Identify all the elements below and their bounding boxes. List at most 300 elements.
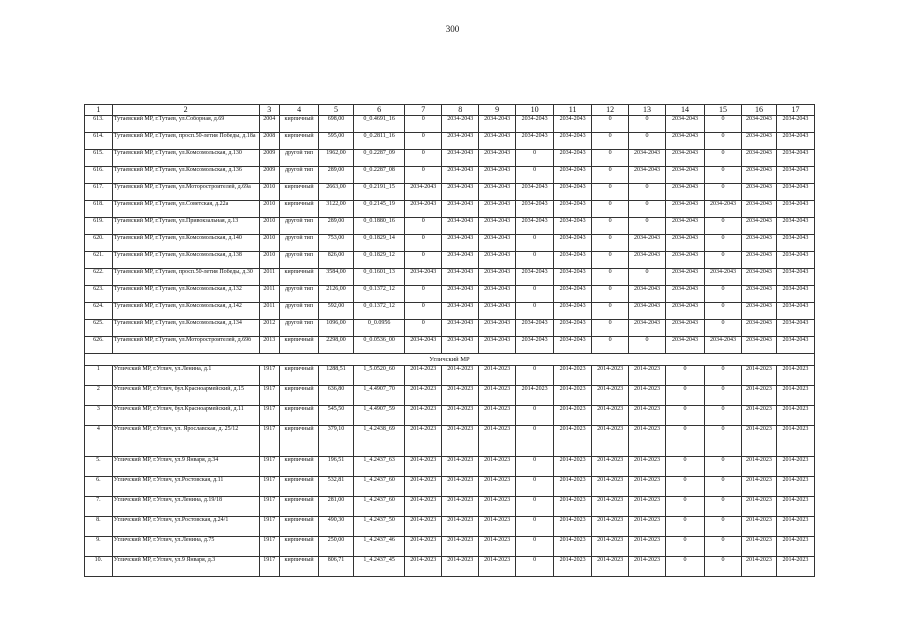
table-cell: кирпичный <box>280 184 319 201</box>
table-cell: 2034-2043 <box>741 286 776 303</box>
table-cell: 0 <box>666 517 705 537</box>
table-cell: 626. <box>85 337 113 354</box>
table-cell: 1288,51 <box>319 366 354 386</box>
table-cell: 2010 <box>259 235 280 252</box>
table-cell: 2034-2043 <box>776 167 814 184</box>
table-cell: 2034-2043 <box>442 269 479 286</box>
table-cell: Угличский МР, г.Углич, ул.Ростовская, д.11 <box>112 477 259 497</box>
column-header: 5 <box>319 105 354 116</box>
table-cell: 0_0.1829_12 <box>353 252 404 269</box>
table-cell: 2009 <box>259 167 280 184</box>
table-cell: 2014-2023 <box>516 386 554 406</box>
table-row <box>85 286 815 303</box>
table-row <box>85 235 815 252</box>
table-cell: 2034-2043 <box>479 337 516 354</box>
table-cell: 2034-2043 <box>405 337 442 354</box>
table-cell: 617. <box>85 184 113 201</box>
table-cell: другой тип <box>280 303 319 320</box>
table-cell: 3 <box>85 406 113 426</box>
table-cell: 2014-2023 <box>592 366 629 386</box>
table-cell: 0 <box>405 320 442 337</box>
table-cell: 0_0.2191_15 <box>353 184 404 201</box>
table-cell: 1917 <box>259 406 280 426</box>
table-cell: 618. <box>85 201 113 218</box>
table-cell: другой тип <box>280 252 319 269</box>
table-cell: 2034-2043 <box>554 252 592 269</box>
table-cell: 2034-2043 <box>629 235 666 252</box>
table-cell: 616. <box>85 167 113 184</box>
table-cell: 2034-2043 <box>516 269 554 286</box>
table-cell: 2014-2023 <box>741 366 776 386</box>
table-cell: 2034-2043 <box>479 150 516 167</box>
table-cell: 1917 <box>259 457 280 477</box>
table-cell: 0 <box>516 286 554 303</box>
table-cell: 2034-2043 <box>442 167 479 184</box>
table-cell: 2034-2043 <box>705 201 742 218</box>
column-header: 4 <box>280 105 319 116</box>
table-cell: 0 <box>705 150 742 167</box>
table-cell: 2014-2023 <box>741 406 776 426</box>
table-cell: 2126,00 <box>319 286 354 303</box>
table-cell: 0 <box>405 303 442 320</box>
table-cell: 1917 <box>259 366 280 386</box>
table-cell: 2014-2023 <box>741 497 776 517</box>
table-cell: 2014-2023 <box>479 517 516 537</box>
table-cell: 2034-2043 <box>554 337 592 354</box>
table-row <box>85 252 815 269</box>
table-cell: 0 <box>405 235 442 252</box>
column-header: 3 <box>259 105 280 116</box>
table-cell: 1_4.2437_60 <box>353 497 404 517</box>
table-cell: 614. <box>85 133 113 150</box>
table-cell: кирпичный <box>280 477 319 497</box>
table-cell: 1_4.4907_70 <box>353 386 404 406</box>
table-cell: 0 <box>666 406 705 426</box>
table-cell: другой тип <box>280 235 319 252</box>
table-cell: 0 <box>629 133 666 150</box>
table-row <box>85 320 815 337</box>
table-cell: 1_4.2438_69 <box>353 426 404 457</box>
table-row <box>85 303 815 320</box>
table-cell: Угличский МР, г.Углич, ул.9 Января, д.3 <box>112 557 259 577</box>
table-cell: кирпичный <box>280 457 319 477</box>
table-cell: 2014-2023 <box>405 426 442 457</box>
table-row <box>85 150 815 167</box>
table-cell: 2014-2023 <box>776 366 814 386</box>
table-cell: 2014-2023 <box>479 537 516 557</box>
table-cell: 0 <box>705 218 742 235</box>
table-cell: 0 <box>705 557 742 577</box>
table-cell: 2034-2043 <box>741 116 776 133</box>
table-cell: 0 <box>629 269 666 286</box>
table-cell: Тутаевский МР, г.Тутаев, ул.Комсомольская, д.140 <box>112 235 259 252</box>
column-header: 13 <box>629 105 666 116</box>
table-cell: 2013 <box>259 337 280 354</box>
table-cell: 2012 <box>259 320 280 337</box>
table-cell: 806,71 <box>319 557 354 577</box>
table-row <box>85 517 815 537</box>
table-cell: 1917 <box>259 386 280 406</box>
table-cell: 2014-2023 <box>592 557 629 577</box>
table-cell: 0 <box>705 477 742 497</box>
table-row <box>85 477 815 497</box>
table-cell: 2014-2023 <box>592 517 629 537</box>
table-cell: 0 <box>666 497 705 517</box>
table-cell: 2014-2023 <box>479 386 516 406</box>
table-cell: 0 <box>666 366 705 386</box>
table-cell: 1_4.2437_60 <box>353 477 404 497</box>
table-cell: кирпичный <box>280 337 319 354</box>
table-cell: 2014-2023 <box>776 406 814 426</box>
table-cell: 2014-2023 <box>442 537 479 557</box>
table-cell: 2034-2043 <box>405 201 442 218</box>
table-cell: 2014-2023 <box>741 426 776 457</box>
table-cell: кирпичный <box>280 366 319 386</box>
table-cell: 0 <box>405 167 442 184</box>
table-cell: 0 <box>592 303 629 320</box>
table-cell: 490,30 <box>319 517 354 537</box>
table-cell: 0 <box>705 386 742 406</box>
table-cell: 2014-2023 <box>776 517 814 537</box>
table-cell: 2034-2043 <box>666 252 705 269</box>
table-cell: Угличский МР, г.Углич, ул.Ленина, д.19/18 <box>112 497 259 517</box>
table-cell: 2034-2043 <box>516 337 554 354</box>
table-cell: 2034-2043 <box>554 235 592 252</box>
table-cell: 0 <box>516 406 554 426</box>
table-cell: 753,00 <box>319 235 354 252</box>
table-cell: 2034-2043 <box>666 235 705 252</box>
table-cell: 2034-2043 <box>629 320 666 337</box>
table-cell: 2034-2043 <box>741 303 776 320</box>
table-cell: 1962,00 <box>319 150 354 167</box>
table-cell: 2034-2043 <box>741 235 776 252</box>
table-cell: 2034-2043 <box>776 337 814 354</box>
table-cell: 2014-2023 <box>629 557 666 577</box>
table-cell: 2014-2023 <box>592 477 629 497</box>
table-cell: 4 <box>85 426 113 457</box>
table-cell: 379,10 <box>319 426 354 457</box>
table-cell: 2034-2043 <box>479 269 516 286</box>
table-cell: 0 <box>705 366 742 386</box>
table-cell: 2034-2043 <box>479 286 516 303</box>
table-cell: 289,00 <box>319 167 354 184</box>
table-cell: 2014-2023 <box>592 457 629 477</box>
table-cell: 2034-2043 <box>442 320 479 337</box>
table-cell: 2014-2023 <box>405 517 442 537</box>
table-cell: кирпичный <box>280 386 319 406</box>
column-header: 2 <box>112 105 259 116</box>
table-cell: 2034-2043 <box>442 184 479 201</box>
table-cell: 2034-2043 <box>776 252 814 269</box>
table-cell: Угличский МР, г.Углич, ул.Ленина, д.1 <box>112 366 259 386</box>
table-cell: 2034-2043 <box>741 150 776 167</box>
table-cell: 0 <box>666 386 705 406</box>
table-cell: 2014-2023 <box>479 406 516 426</box>
table-cell: 0 <box>629 337 666 354</box>
table-cell: 6. <box>85 477 113 497</box>
table-row <box>85 457 815 477</box>
table-cell: 2034-2043 <box>405 184 442 201</box>
table-cell: 2034-2043 <box>741 201 776 218</box>
table-cell: 0 <box>516 517 554 537</box>
table-cell: 2034-2043 <box>776 184 814 201</box>
table-cell: 2034-2043 <box>479 252 516 269</box>
table-cell: 1_4.2437_46 <box>353 537 404 557</box>
table-cell: 0 <box>705 497 742 517</box>
table-cell: 3122,00 <box>319 201 354 218</box>
table-cell: 545,50 <box>319 406 354 426</box>
table-cell: 0 <box>629 116 666 133</box>
table-cell: кирпичный <box>280 269 319 286</box>
table-cell: 2014-2023 <box>554 426 592 457</box>
table-cell: 2034-2043 <box>442 116 479 133</box>
table-cell: 0_0.1372_12 <box>353 303 404 320</box>
table-cell: 2034-2043 <box>776 303 814 320</box>
table-cell: 2010 <box>259 201 280 218</box>
table-cell: 2034-2043 <box>516 184 554 201</box>
table-cell: 0 <box>705 406 742 426</box>
table-cell: 2014-2023 <box>405 406 442 426</box>
table-cell: 2034-2043 <box>442 337 479 354</box>
table-cell: Тутаевский МР, г.Тутаев, ул.Комсомольская, д.138 <box>112 252 259 269</box>
table-cell: 2014-2023 <box>442 406 479 426</box>
table-cell: 1917 <box>259 537 280 557</box>
table-cell: 1917 <box>259 517 280 537</box>
table-cell: 2034-2043 <box>666 184 705 201</box>
table-cell: 0 <box>629 184 666 201</box>
table-row <box>85 557 815 577</box>
table-cell: 2014-2023 <box>629 477 666 497</box>
table-cell: кирпичный <box>280 517 319 537</box>
table-cell: 2014-2023 <box>442 477 479 497</box>
table-cell: 0_0.1601_13 <box>353 269 404 286</box>
table-cell: 2034-2043 <box>479 116 516 133</box>
table-cell: 0 <box>705 235 742 252</box>
column-header: 8 <box>442 105 479 116</box>
table-cell: кирпичный <box>280 557 319 577</box>
table-cell: 2034-2043 <box>479 320 516 337</box>
table-cell: 0 <box>666 477 705 497</box>
table-cell: 2014-2023 <box>592 537 629 557</box>
table-cell: другой тип <box>280 320 319 337</box>
table-cell: 1917 <box>259 477 280 497</box>
table-cell: 2034-2043 <box>479 235 516 252</box>
table-cell: 2010 <box>259 184 280 201</box>
table-cell: 636,80 <box>319 386 354 406</box>
table-cell: 2014-2023 <box>405 457 442 477</box>
table-row <box>85 133 815 150</box>
table-cell: 2014-2023 <box>776 386 814 406</box>
table-cell: 1_4.4907_59 <box>353 406 404 426</box>
table-cell: 2014-2023 <box>629 457 666 477</box>
table-cell: 2014-2023 <box>592 497 629 517</box>
table-cell: 2034-2043 <box>516 116 554 133</box>
table-cell: 622. <box>85 269 113 286</box>
table-cell: Тутаевский МР, г.Тутаев, ул.Комсомольская, д.136 <box>112 167 259 184</box>
table-cell: кирпичный <box>280 116 319 133</box>
table-cell: 2034-2043 <box>554 218 592 235</box>
table-cell: 0 <box>405 116 442 133</box>
table-cell: 0 <box>516 252 554 269</box>
table-cell: 2034-2043 <box>776 150 814 167</box>
table-cell: 2034-2043 <box>554 133 592 150</box>
table-cell: 2034-2043 <box>741 133 776 150</box>
table-cell: 8. <box>85 517 113 537</box>
table-cell: другой тип <box>280 150 319 167</box>
table-cell: 532,81 <box>319 477 354 497</box>
table-cell: 2034-2043 <box>479 133 516 150</box>
table-cell: 2034-2043 <box>741 218 776 235</box>
table-cell: 2014-2023 <box>629 366 666 386</box>
table-cell: 0 <box>516 426 554 457</box>
table-cell: 2034-2043 <box>741 269 776 286</box>
table-cell: 0_0.2287_08 <box>353 167 404 184</box>
table-cell: 2014-2023 <box>554 517 592 537</box>
table-cell: 0 <box>592 269 629 286</box>
table-cell: 2034-2043 <box>776 116 814 133</box>
table-cell: 2034-2043 <box>516 218 554 235</box>
table-cell: 595,00 <box>319 133 354 150</box>
table-cell: 2034-2043 <box>554 286 592 303</box>
table-cell: 2014-2023 <box>479 457 516 477</box>
table-cell: 1917 <box>259 497 280 517</box>
table-cell: другой тип <box>280 286 319 303</box>
table-cell: 0 <box>592 320 629 337</box>
table-cell: 2034-2043 <box>629 150 666 167</box>
table-cell: 2014-2023 <box>776 457 814 477</box>
table-cell: кирпичный <box>280 406 319 426</box>
table-cell: 2014-2023 <box>405 497 442 517</box>
table-cell: 2011 <box>259 286 280 303</box>
table-cell: 2014-2023 <box>629 497 666 517</box>
table-cell: 0 <box>705 320 742 337</box>
table-cell: 2034-2043 <box>554 320 592 337</box>
column-header: 7 <box>405 105 442 116</box>
table-cell: 250,00 <box>319 537 354 557</box>
table-cell: 0_0.2811_16 <box>353 133 404 150</box>
table-cell: 2034-2043 <box>479 218 516 235</box>
table-cell: 2014-2023 <box>554 477 592 497</box>
table-cell: 2014-2023 <box>741 457 776 477</box>
table-cell: 2014-2023 <box>629 537 666 557</box>
table-cell: 2034-2043 <box>442 252 479 269</box>
table-row <box>85 366 815 386</box>
table-cell: 0 <box>592 252 629 269</box>
table-cell: кирпичный <box>280 497 319 517</box>
table-cell: 2034-2043 <box>479 303 516 320</box>
section-title: Угличский МР <box>85 354 815 366</box>
table-row <box>85 497 815 517</box>
table-cell: другой тип <box>280 218 319 235</box>
table-cell: 0 <box>516 366 554 386</box>
table-cell: 9. <box>85 537 113 557</box>
table-cell: 2298,00 <box>319 337 354 354</box>
table-cell: 2034-2043 <box>554 201 592 218</box>
table-cell: 0 <box>592 235 629 252</box>
table-cell: 2014-2023 <box>554 386 592 406</box>
table-cell: 0 <box>592 167 629 184</box>
column-header: 14 <box>666 105 705 116</box>
table-cell: 2034-2043 <box>705 269 742 286</box>
column-header: 12 <box>592 105 629 116</box>
table-cell: 0_0.1829_14 <box>353 235 404 252</box>
table-cell: Тутаевский МР, г.Тутаев, просп.50-летия Победы, д.30 <box>112 269 259 286</box>
table-row <box>85 386 815 406</box>
table-cell: 0 <box>705 426 742 457</box>
table-cell: 2014-2023 <box>629 386 666 406</box>
table-cell: 2014-2023 <box>405 557 442 577</box>
table-cell: 2034-2043 <box>741 320 776 337</box>
table-cell: 615. <box>85 150 113 167</box>
table-cell: 2014-2023 <box>405 366 442 386</box>
table-cell: 0 <box>592 337 629 354</box>
table-cell: 2034-2043 <box>776 269 814 286</box>
table-cell: 0 <box>516 497 554 517</box>
table-cell: 0 <box>516 150 554 167</box>
table-cell: Тутаевский МР, г.Тутаев, ул.Соборная, д.69 <box>112 116 259 133</box>
table-cell: 0_0.2287_09 <box>353 150 404 167</box>
table-cell: 0_0.4691_16 <box>353 116 404 133</box>
table-cell: 2034-2043 <box>666 201 705 218</box>
table-cell: кирпичный <box>280 426 319 457</box>
table-cell: 2014-2023 <box>776 497 814 517</box>
table-cell: Тутаевский МР, г.Тутаев, ул.Комсомольская, д.130 <box>112 150 259 167</box>
table-cell: 620. <box>85 235 113 252</box>
table-cell: 0 <box>705 457 742 477</box>
table-cell: 0 <box>705 116 742 133</box>
table-cell: Тутаевский МР, г.Тутаев, ул.Комсомольская, д.142 <box>112 303 259 320</box>
table-cell: 196,51 <box>319 457 354 477</box>
table-row <box>85 337 815 354</box>
table-cell: 2014-2023 <box>554 366 592 386</box>
table-cell: 281,00 <box>319 497 354 517</box>
table-cell: 2014-2023 <box>442 497 479 517</box>
table-cell: 2034-2043 <box>666 167 705 184</box>
table-cell: 0 <box>705 517 742 537</box>
table-cell: кирпичный <box>280 537 319 557</box>
table-cell: 1096,00 <box>319 320 354 337</box>
table-cell: 2014-2023 <box>405 537 442 557</box>
column-header: 6 <box>353 105 404 116</box>
table-cell: 0_0.1880_16 <box>353 218 404 235</box>
table-cell: 2014-2023 <box>741 517 776 537</box>
table-cell: 2034-2043 <box>442 150 479 167</box>
table-cell: 2034-2043 <box>516 133 554 150</box>
column-header: 10 <box>516 105 554 116</box>
table-cell: 625. <box>85 320 113 337</box>
table-row <box>85 116 815 133</box>
table-cell: 2034-2043 <box>442 303 479 320</box>
table-cell: 1 <box>85 366 113 386</box>
table-cell: 2034-2043 <box>776 320 814 337</box>
table-cell: 2034-2043 <box>776 286 814 303</box>
column-header: 11 <box>554 105 592 116</box>
table-cell: Тутаевский МР, г.Тутаев, ул.Комсомольская, д.132 <box>112 286 259 303</box>
column-header: 16 <box>741 105 776 116</box>
housing-register-table <box>84 104 815 577</box>
table-cell: Угличский МР, г.Углич, ул. Ярославская, д. 25/12 <box>112 426 259 457</box>
table-cell: 2014-2023 <box>554 557 592 577</box>
table-cell: 10. <box>85 557 113 577</box>
table-cell: 2014-2023 <box>776 557 814 577</box>
table-cell: 2014-2023 <box>776 477 814 497</box>
table-cell: 2034-2043 <box>442 218 479 235</box>
column-header: 1 <box>85 105 113 116</box>
table-cell: 2034-2043 <box>554 303 592 320</box>
table-cell: 2014-2023 <box>479 497 516 517</box>
table-cell: 0 <box>516 235 554 252</box>
table-cell: 0 <box>405 286 442 303</box>
